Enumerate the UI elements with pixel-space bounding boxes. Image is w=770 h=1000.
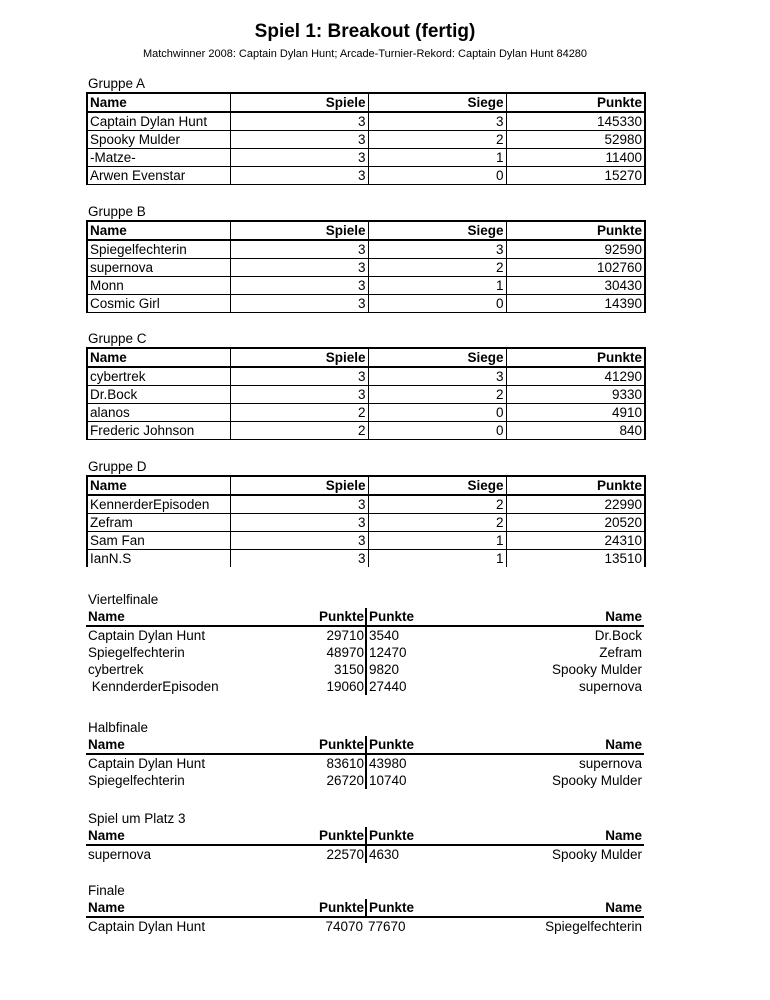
points-left: 74070 [325,919,363,934]
round-table [86,827,644,863]
table-row [87,167,645,185]
games-played: 3 [230,495,368,514]
match-row [86,678,644,695]
column-header-points-right: Punkte [366,608,466,626]
games-played: 3 [230,167,368,185]
player-right: Zefram [599,645,642,660]
table-row [87,259,645,277]
player-name: alanos [87,404,230,422]
column-header-name-left: Name [86,827,286,845]
wins: 0 [368,167,506,185]
wins: 2 [368,259,506,277]
table-header-row [86,827,644,845]
points: 15270 [506,167,645,185]
points-right: 77670 [368,919,406,934]
column-header-points-right: Punkte [366,899,466,917]
column-header-points-right: Punkte [366,827,466,845]
column-header-spiele: Spiele [230,348,368,367]
table-row [87,532,645,550]
player-name: Spiegelfechterin [87,240,230,259]
table-row [87,149,645,167]
round-label: Finale [88,883,125,898]
player-right: Spooky Mulder [551,773,642,788]
group-section [86,76,644,185]
wins: 2 [368,386,506,404]
player-left: KennderderEpisoden [88,679,219,694]
table-row [87,422,645,440]
column-header-spiele: Spiele [230,476,368,495]
points-left: 22570 [286,845,366,863]
games-played: 3 [230,131,368,149]
points: 11400 [506,149,645,167]
points-right: 43980 [369,756,407,771]
player-name: Monn [87,277,230,295]
player-right: supernova [578,756,642,771]
points-left: 83610 [286,754,366,772]
games-played: 3 [230,112,368,131]
player-name: Dr.Bock [87,386,230,404]
table-row [87,550,645,568]
player-name: cybertrek [87,367,230,386]
match-row [86,845,644,863]
column-header-points-left: Punkte [286,608,366,626]
points-left: 29710 [286,626,366,644]
games-played: 3 [230,259,368,277]
column-header-siege: Siege [368,93,506,112]
group-table [86,92,646,185]
points: 145330 [506,112,645,131]
column-header-spiele: Spiele [230,93,368,112]
column-header-name-left: Name [86,608,286,626]
column-header-name-right: Name [466,736,644,754]
round-table [86,899,644,935]
column-header-points-left: Punkte [286,899,366,917]
player-right: Spiegelfechterin [545,919,642,934]
points-right: 3540 [369,628,400,643]
games-played: 3 [230,295,368,313]
player-name: Frederic Johnson [87,422,230,440]
points: 41290 [506,367,645,386]
table-row [87,514,645,532]
column-header-punkte: Punkte [506,348,645,367]
points-right: 9820 [369,662,400,677]
games-played: 3 [230,550,368,568]
table-row [87,240,645,259]
wins: 3 [368,240,506,259]
column-header-name-left: Name [86,736,286,754]
games-played: 2 [230,404,368,422]
group-label: Gruppe D [88,459,147,474]
column-header-siege: Siege [368,221,506,240]
table-row [87,404,645,422]
group-label: Gruppe B [88,204,146,219]
points-left: 48970 [286,644,366,661]
points-right: 12470 [369,645,407,660]
match-row [86,644,644,661]
group-table [86,347,646,440]
column-header-name: Name [87,221,230,240]
group-table [86,475,646,567]
games-played: 3 [230,386,368,404]
table-row [87,277,645,295]
column-header-siege: Siege [368,348,506,367]
points: 52980 [506,131,645,149]
points: 92590 [506,240,645,259]
group-section [86,204,644,313]
table-header-row [87,93,645,112]
table-row [87,367,645,386]
group-table [86,220,646,313]
round-table [86,736,644,789]
player-name: Zefram [87,514,230,532]
player-left: supernova [88,847,152,862]
points: 22990 [506,495,645,514]
games-played: 2 [230,422,368,440]
match-row [86,626,644,644]
player-name: -Matze- [87,149,230,167]
group-label: Gruppe A [88,76,146,91]
column-header-punkte: Punkte [506,93,645,112]
wins: 1 [368,277,506,295]
points-left: 26720 [286,772,366,789]
column-header-name-right: Name [466,827,644,845]
table-row [87,112,645,131]
player-left: Spiegelfechterin [88,773,185,788]
games-played: 3 [230,277,368,295]
points-left: 19060 [286,678,366,695]
match-row [86,661,644,678]
column-header-points-left: Punkte [286,827,366,845]
player-right: Spooky Mulder [551,847,642,862]
column-header-spiele: Spiele [230,221,368,240]
group-section [86,459,644,567]
player-left: Captain Dylan Hunt [88,919,206,934]
games-played: 3 [230,532,368,550]
player-name: Captain Dylan Hunt [87,112,230,131]
wins: 0 [368,422,506,440]
points-right: 10740 [369,773,407,788]
points: 24310 [506,532,645,550]
games-played: 3 [230,149,368,167]
player-name: Cosmic Girl [87,295,230,313]
player-name: IanN.S [87,550,230,568]
table-row [87,131,645,149]
points: 4910 [506,404,645,422]
match-row [86,772,644,789]
wins: 2 [368,495,506,514]
player-right: supernova [578,679,642,694]
round-label: Viertelfinale [88,592,159,607]
column-header-points-right: Punkte [366,736,466,754]
match-row [86,754,644,772]
points: 9330 [506,386,645,404]
points: 20520 [506,514,645,532]
points: 840 [506,422,645,440]
wins: 2 [368,514,506,532]
page-title: Spiel 1: Breakout (fertig) [254,21,476,42]
round-section [86,592,644,695]
column-header-punkte: Punkte [506,476,645,495]
player-left: cybertrek [88,662,144,677]
table-header-row [86,608,644,626]
round-section [86,720,644,789]
wins: 1 [368,550,506,568]
table-header-row [86,899,644,917]
table-header-row [87,348,645,367]
match-row [86,917,644,935]
wins: 1 [368,149,506,167]
table-row [87,495,645,514]
wins: 0 [368,404,506,422]
wins: 1 [368,532,506,550]
games-played: 3 [230,367,368,386]
points: 30430 [506,277,645,295]
column-header-siege: Siege [368,476,506,495]
points-right: 27440 [369,679,407,694]
wins: 3 [368,112,506,131]
points: 102760 [506,259,645,277]
column-header-name: Name [87,476,230,495]
column-header-points-left: Punkte [286,736,366,754]
group-label: Gruppe C [88,331,147,346]
player-name: supernova [87,259,230,277]
wins: 0 [368,295,506,313]
column-header-name: Name [87,348,230,367]
player-right: Spooky Mulder [551,662,642,677]
round-label: Spiel um Platz 3 [88,811,186,826]
round-section [86,883,644,935]
group-section [86,331,644,440]
player-name: Sam Fan [87,532,230,550]
wins: 2 [368,131,506,149]
page-subtitle: Matchwinner 2008: Captain Dylan Hunt; Arcade-Turnier-Rekord: Captain Dylan Hunt 84280 [142,48,588,60]
table-row [87,295,645,313]
table-header-row [87,221,645,240]
column-header-punkte: Punkte [506,221,645,240]
table-header-row [87,476,645,495]
player-name: Spooky Mulder [87,131,230,149]
games-played: 3 [230,240,368,259]
column-header-name: Name [87,93,230,112]
points: 13510 [506,550,645,568]
player-left: Spiegelfechterin [88,645,185,660]
wins: 3 [368,367,506,386]
player-name: KennerderEpisoden [87,495,230,514]
column-header-name-right: Name [466,608,644,626]
round-label: Halbfinale [88,720,149,735]
column-header-name-left: Name [86,899,286,917]
round-table [86,608,644,695]
player-name: Arwen Evenstar [87,167,230,185]
games-played: 3 [230,514,368,532]
round-section [86,811,644,863]
table-header-row [86,736,644,754]
points-right: 4630 [369,847,400,862]
points-left: 3150 [286,661,366,678]
table-row [87,386,645,404]
column-header-name-right: Name [466,899,644,917]
player-right: Dr.Bock [594,628,642,643]
player-left: Captain Dylan Hunt [88,628,206,643]
points: 14390 [506,295,645,313]
player-left: Captain Dylan Hunt [88,756,206,771]
